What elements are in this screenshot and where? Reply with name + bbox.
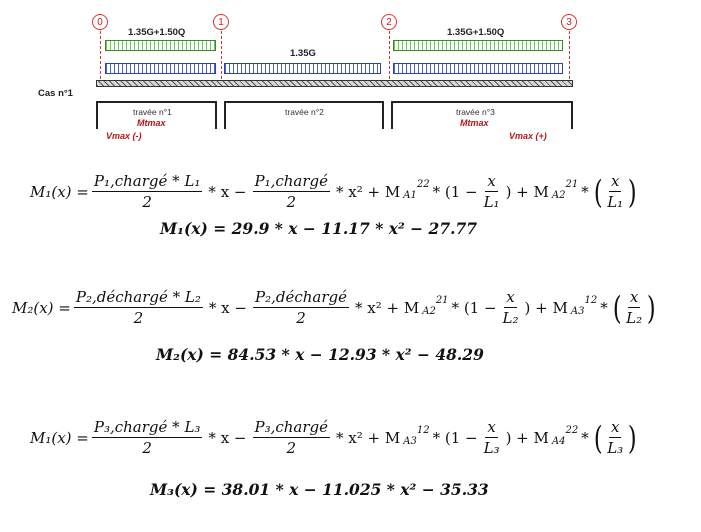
eq3-lparen: ( [593, 418, 603, 457]
eq2-frac1-num: P₂,déchargé * L₂ [75, 288, 201, 306]
eq2-frac4-den: L₂ [626, 309, 643, 327]
eq3-frac4-num: x [610, 418, 620, 436]
eq1-frac3 [484, 172, 500, 211]
load-g-span2 [224, 63, 381, 74]
support-line-3 [569, 31, 570, 79]
span-label-3: travée n°3 [456, 107, 495, 117]
eq1-rparen: ) [628, 172, 637, 211]
eq1-op5: * [581, 182, 589, 201]
eq2-frac3-num: x [506, 288, 515, 306]
eq1-frac1-num: P₁,chargé * L₁ [93, 172, 201, 190]
beam [96, 80, 573, 87]
support-line-2 [389, 31, 390, 79]
node-0: 0 [92, 14, 108, 30]
eq3-frac3-num: x [487, 418, 496, 436]
eq3-frac1-num: P₃,chargé * L₃ [93, 418, 201, 436]
eq3-op3: * (1 − [432, 428, 478, 447]
load-q-span1 [105, 40, 216, 51]
eq3-frac1-den: 2 [142, 439, 152, 457]
equation-2 [12, 288, 658, 327]
eq1-op1: * x − [208, 182, 247, 201]
eq2-frac1 [74, 288, 203, 327]
eq1-op4: ) + M [505, 182, 549, 201]
eq1-ma2-sup: 21 [565, 179, 579, 190]
mtmax-label-1: Mtmax [137, 118, 166, 128]
eq2-ma2-sub: A3 [570, 306, 585, 317]
eq2-lhs: M₂(x) = [12, 298, 71, 317]
node-2: 2 [381, 14, 397, 30]
eq1-ma2-sub: A2 [551, 190, 566, 201]
equation-3 [30, 418, 639, 457]
load-label-span2: 1.35G [290, 48, 316, 59]
span-label-2: travée n°2 [285, 107, 324, 117]
load-q-span3 [393, 40, 563, 51]
eq3-ma1-sup: 12 [416, 425, 430, 436]
eq1-op2: * x² + M [336, 182, 401, 201]
vmax-minus-label: Vmax (-) [106, 131, 142, 141]
eq1-ma1-sub: A1 [403, 190, 417, 201]
eq3-frac1 [92, 418, 203, 457]
node-3: 3 [561, 14, 577, 30]
eq2-frac2-den: 2 [296, 309, 306, 327]
eq1-lparen: ( [593, 172, 603, 211]
eq1-frac1 [92, 172, 203, 211]
eq1-lhs: M₁(x) = [30, 182, 89, 201]
result-2: M₂(x) = 84.53 * x − 12.93 * x² − 48.29 [156, 345, 484, 364]
eq1-op3: * (1 − [432, 182, 478, 201]
eq3-frac2-den: 2 [286, 439, 297, 457]
eq2-rparen: ) [647, 288, 656, 327]
result-1: M₁(x) = 29.9 * x − 11.17 * x² − 27.77 [160, 219, 478, 238]
eq3-ma2-sub: A4 [551, 436, 566, 447]
eq3-ma2-sup: 22 [565, 425, 579, 436]
vmax-plus-label: Vmax (+) [509, 131, 547, 141]
eq2-lparen: ( [612, 288, 622, 327]
case-label: Cas n°1 [38, 88, 73, 99]
load-g-span1 [105, 63, 216, 74]
eq1-frac4-num: x [610, 172, 620, 190]
eq3-op4: ) + M [505, 428, 549, 447]
eq1-frac4-den: L₁ [607, 193, 624, 211]
eq1-ma1-sup: 22 [416, 179, 430, 190]
eq2-op4: ) + M [524, 298, 568, 317]
eq3-frac4-den: L₃ [607, 439, 624, 457]
eq3-frac2-num: P₃,chargé [254, 418, 329, 436]
eq2-frac3 [503, 288, 519, 327]
eq2-frac3-den: L₂ [502, 309, 519, 327]
eq2-op2: * x² + M [355, 298, 420, 317]
load-g-span3 [393, 63, 563, 74]
eq2-frac2 [253, 288, 349, 327]
eq2-ma1-sub: A2 [422, 306, 436, 317]
eq2-frac1-den: 2 [133, 309, 144, 327]
eq3-frac3-den: L₃ [483, 439, 500, 457]
eq3-lhs: M₁(x) = [30, 428, 89, 447]
eq2-frac4-num: x [629, 288, 639, 306]
eq1-frac2 [253, 172, 331, 211]
eq3-rparen: ) [628, 418, 637, 457]
eq2-frac2-num: P₂,déchargé [254, 288, 347, 306]
equation-1 [30, 172, 639, 211]
eq3-op5: * [581, 428, 589, 447]
support-line-1 [221, 31, 222, 79]
eq2-frac4 [626, 288, 642, 327]
eq1-frac3-den: L₁ [483, 193, 500, 211]
support-line-0 [100, 31, 101, 79]
eq1-frac1-den: 2 [142, 193, 152, 211]
eq1-frac3-num: x [487, 172, 496, 190]
eq2-ma2-sup: 12 [584, 295, 598, 306]
eq3-op2: * x² + M [336, 428, 401, 447]
load-label-span1: 1.35G+1.50Q [128, 27, 186, 38]
eq2-ma1-sup: 21 [435, 295, 449, 306]
result-3: M₃(x) = 38.01 * x − 11.025 * x² − 35.33 [150, 480, 489, 499]
node-1: 1 [213, 14, 229, 30]
eq1-frac2-num: P₁,chargé [254, 172, 329, 190]
eq3-frac3 [484, 418, 500, 457]
load-label-span3: 1.35G+1.50Q [447, 27, 505, 38]
span-label-1: travée n°1 [133, 107, 172, 117]
eq3-frac2 [253, 418, 331, 457]
eq1-frac2-den: 2 [286, 193, 297, 211]
eq3-op1: * x − [208, 428, 247, 447]
eq2-op1: * x − [208, 298, 247, 317]
mtmax-label-3: Mtmax [460, 118, 489, 128]
eq2-op3: * (1 − [451, 298, 497, 317]
eq3-frac4 [607, 418, 623, 457]
eq3-ma1-sub: A3 [403, 436, 417, 447]
eq2-op5: * [600, 298, 608, 317]
eq1-frac4 [607, 172, 623, 211]
